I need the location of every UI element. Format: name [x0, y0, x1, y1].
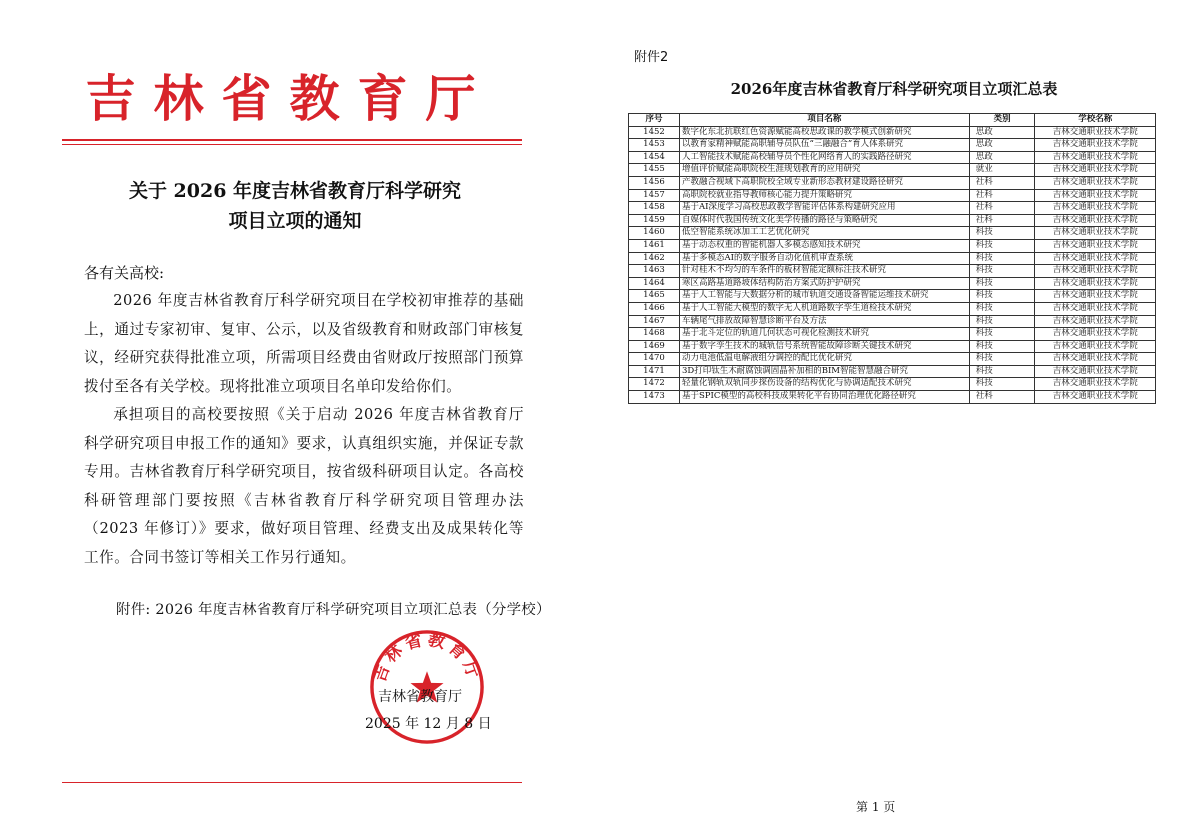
cell-project-name: 针对桂木不均匀的车条件的板材智能定额标注技术研究 — [679, 265, 969, 278]
cell-serial: 1473 — [629, 391, 680, 404]
cell-serial: 1456 — [629, 176, 680, 189]
cell-school: 吉林交通职业技术学院 — [1035, 328, 1156, 341]
body-paragraph-2: 承担项目的高校要按照《关于启动 2026 年度吉林省教育厅科学研究项目申报工作的通知》要求，认真组织实施，并保证专款专用。吉林省教育厅科学研究项目，按省级科研项目认定。各高校科研管理部门要按照《吉林省教育厅科学研究项目管理办法（2023 年修订）》要求，做好项目管理、经费支出及成果转化等工作。合同书签订等相关工作另行通知。 — [84, 406, 524, 566]
cell-category: 科技 — [969, 302, 1035, 315]
masthead-divider-thin — [62, 144, 522, 145]
cell-school: 吉林交通职业技术学院 — [1035, 277, 1156, 290]
cell-project-name: 产教融合视域下高职院校全域专业新形态教材建设路径研究 — [679, 176, 969, 189]
table-row — [629, 151, 1156, 164]
cell-serial: 1455 — [629, 164, 680, 177]
attachment-page — [590, 0, 1182, 840]
cell-category: 科技 — [969, 340, 1035, 353]
table-row — [629, 378, 1156, 391]
table-row — [629, 164, 1156, 177]
cell-category: 科技 — [969, 365, 1035, 378]
cell-category: 社科 — [969, 202, 1035, 215]
cell-serial: 1453 — [629, 139, 680, 152]
cell-project-name: 寒区高路基道路坡体结构防治方案式防护护研究 — [679, 277, 969, 290]
cell-category: 科技 — [969, 265, 1035, 278]
table-row — [629, 265, 1156, 278]
cell-category: 社科 — [969, 176, 1035, 189]
cell-school: 吉林交通职业技术学院 — [1035, 391, 1156, 404]
project-summary-table — [628, 113, 1156, 404]
cell-category: 科技 — [969, 277, 1035, 290]
masthead-title: 吉林省教育厅 — [85, 69, 494, 128]
cell-school: 吉林交通职业技术学院 — [1035, 290, 1156, 303]
cell-category: 科技 — [969, 290, 1035, 303]
cell-school: 吉林交通职业技术学院 — [1035, 176, 1156, 189]
cell-school: 吉林交通职业技术学院 — [1035, 353, 1156, 366]
cell-school: 吉林交通职业技术学院 — [1035, 151, 1156, 164]
cell-serial: 1461 — [629, 239, 680, 252]
cell-project-name: 基于人工智能大模型的数字无人机道路数字孪生道检技术研究 — [679, 302, 969, 315]
header-serial: 序号 — [629, 114, 680, 127]
document-title — [80, 176, 510, 236]
cell-project-name: 以教育家精神赋能高职辅导员队伍“三融融合”育人体系研究 — [679, 139, 969, 152]
table-row — [629, 340, 1156, 353]
cell-project-name: 高职院校就业指导教师核心能力提升策略研究 — [679, 189, 969, 202]
cell-project-name: 数字化东北抗联红色资源赋能高校思政课的教学模式创新研究 — [679, 126, 969, 139]
table-row — [629, 202, 1156, 215]
cell-category: 社科 — [969, 214, 1035, 227]
cell-project-name: 基于SPIC模型的高校科技成果转化平台协同治理优化路径研究 — [679, 391, 969, 404]
table-body — [629, 126, 1156, 403]
cell-serial: 1458 — [629, 202, 680, 215]
masthead-divider — [62, 139, 522, 141]
table-row — [629, 126, 1156, 139]
attachment-note: 附件: 2026 年度吉林省教育厅科学研究项目立项汇总表（分学校） — [116, 602, 551, 618]
table-row — [629, 290, 1156, 303]
cell-serial: 1467 — [629, 315, 680, 328]
header-school: 学校名称 — [1035, 114, 1156, 127]
cell-project-name: 动力电池低温电解液组分调控的配比优化研究 — [679, 353, 969, 366]
cell-school: 吉林交通职业技术学院 — [1035, 252, 1156, 265]
cell-category: 科技 — [969, 239, 1035, 252]
table-row — [629, 176, 1156, 189]
seal-text: 吉林省教育厅 — [368, 628, 486, 685]
cell-school: 吉林交通职业技术学院 — [1035, 239, 1156, 252]
cell-category: 科技 — [969, 378, 1035, 391]
cell-category: 科技 — [969, 353, 1035, 366]
cell-project-name: 车辆尾气排放故障智慧诊断平台及方法 — [679, 315, 969, 328]
cell-project-name: 基于多模态AI的数字服务自动化值机审查系统 — [679, 252, 969, 265]
cell-serial: 1462 — [629, 252, 680, 265]
cell-serial: 1457 — [629, 189, 680, 202]
cell-category: 科技 — [969, 252, 1035, 265]
table-row — [629, 391, 1156, 404]
cell-serial: 1468 — [629, 328, 680, 341]
cell-serial: 1470 — [629, 353, 680, 366]
cell-category: 就业 — [969, 164, 1035, 177]
title-line-1: 关于 2026 年度吉林省教育厅科学研究 — [128, 180, 462, 202]
cell-school: 吉林交通职业技术学院 — [1035, 202, 1156, 215]
table-row — [629, 365, 1156, 378]
cell-school: 吉林交通职业技术学院 — [1035, 139, 1156, 152]
salutation: 各有关高校: — [84, 264, 165, 282]
table-row — [629, 328, 1156, 341]
cell-project-name: 基于数字孪生技术的城轨信号系统智能故障诊断关键技术研究 — [679, 340, 969, 353]
cell-project-name: 人工智能技术赋能高校辅导员个性化网络育人的实践路径研究 — [679, 151, 969, 164]
cell-school: 吉林交通职业技术学院 — [1035, 265, 1156, 278]
cell-serial: 1463 — [629, 265, 680, 278]
cell-project-name: 基于北斗定位的轨道几何状态可视化检测技术研究 — [679, 328, 969, 341]
cell-serial: 1452 — [629, 126, 680, 139]
cell-category: 科技 — [969, 227, 1035, 240]
cell-category: 科技 — [969, 328, 1035, 341]
table-row — [629, 214, 1156, 227]
cell-school: 吉林交通职业技术学院 — [1035, 126, 1156, 139]
table-row — [629, 353, 1156, 366]
notice-page — [0, 0, 590, 840]
cell-category: 科技 — [969, 315, 1035, 328]
body-paragraph-1: 2026 年度吉林省教育厅科学研究项目在学校初审推荐的基础上，通过专家初审、复审、公示，以及省级教育和财政部门审核复议，经研究获得批准立项，所需项目经费由省财政厅按照部门预算拨付至各有关学校。现将批准立项项目名单印发给你们。 — [84, 292, 524, 395]
table-row — [629, 227, 1156, 240]
cell-project-name: 增值评价赋能高职院校生涯规划教育的应用研究 — [679, 164, 969, 177]
signature-organization: 吉林省教育厅 — [378, 689, 462, 705]
table-row — [629, 139, 1156, 152]
cell-category: 社科 — [969, 189, 1035, 202]
title-line-2: 项目立项的通知 — [228, 210, 362, 232]
cell-category: 思政 — [969, 139, 1035, 152]
cell-project-name: 基于动态权重的智能机器人多模态感知技术研究 — [679, 239, 969, 252]
cell-school: 吉林交通职业技术学院 — [1035, 315, 1156, 328]
cell-school: 吉林交通职业技术学院 — [1035, 214, 1156, 227]
header-category: 类别 — [969, 114, 1035, 127]
cell-school: 吉林交通职业技术学院 — [1035, 227, 1156, 240]
footer-divider — [62, 782, 522, 783]
cell-school: 吉林交通职业技术学院 — [1035, 189, 1156, 202]
cell-school: 吉林交通职业技术学院 — [1035, 302, 1156, 315]
cell-project-name: 基于人工智能与大数据分析的城市轨道交通设备智能运维技术研究 — [679, 290, 969, 303]
attachment-label: 附件2 — [634, 50, 669, 65]
cell-serial: 1469 — [629, 340, 680, 353]
cell-serial: 1471 — [629, 365, 680, 378]
cell-school: 吉林交通职业技术学院 — [1035, 340, 1156, 353]
header-project-name: 项目名称 — [679, 114, 969, 127]
signature-date: 2025 年 12 月 8 日 — [365, 716, 492, 732]
table-row — [629, 302, 1156, 315]
cell-category: 思政 — [969, 126, 1035, 139]
cell-serial: 1459 — [629, 214, 680, 227]
cell-serial: 1464 — [629, 277, 680, 290]
page-number: 第 1 页 — [856, 800, 896, 814]
table-row — [629, 239, 1156, 252]
cell-project-name: 低空智能系统冰加工工艺优化研究 — [679, 227, 969, 240]
cell-school: 吉林交通职业技术学院 — [1035, 164, 1156, 177]
table-title: 2026年度吉林省教育厅科学研究项目立项汇总表 — [730, 80, 1058, 98]
table-row — [629, 315, 1156, 328]
cell-project-name: 基于AI深度学习高校思政教学智能评估体系构建研究应用 — [679, 202, 969, 215]
cell-serial: 1460 — [629, 227, 680, 240]
table-header-row — [629, 114, 1156, 127]
cell-serial: 1472 — [629, 378, 680, 391]
cell-school: 吉林交通职业技术学院 — [1035, 365, 1156, 378]
table-row — [629, 252, 1156, 265]
cell-project-name: 自媒体时代我国传统文化美学传播的路径与策略研究 — [679, 214, 969, 227]
table-row — [629, 277, 1156, 290]
cell-school: 吉林交通职业技术学院 — [1035, 378, 1156, 391]
table-row — [629, 189, 1156, 202]
cell-project-name: 轻量化钢轨双轨同步探伤设备的结构优化与协调适配技术研究 — [679, 378, 969, 391]
cell-category: 社科 — [969, 391, 1035, 404]
cell-category: 思政 — [969, 151, 1035, 164]
cell-project-name: 3D打印钛生木耐腐蚀调固晶补加相的BIM智能智慧融合研究 — [679, 365, 969, 378]
cell-serial: 1454 — [629, 151, 680, 164]
cell-serial: 1465 — [629, 290, 680, 303]
cell-serial: 1466 — [629, 302, 680, 315]
